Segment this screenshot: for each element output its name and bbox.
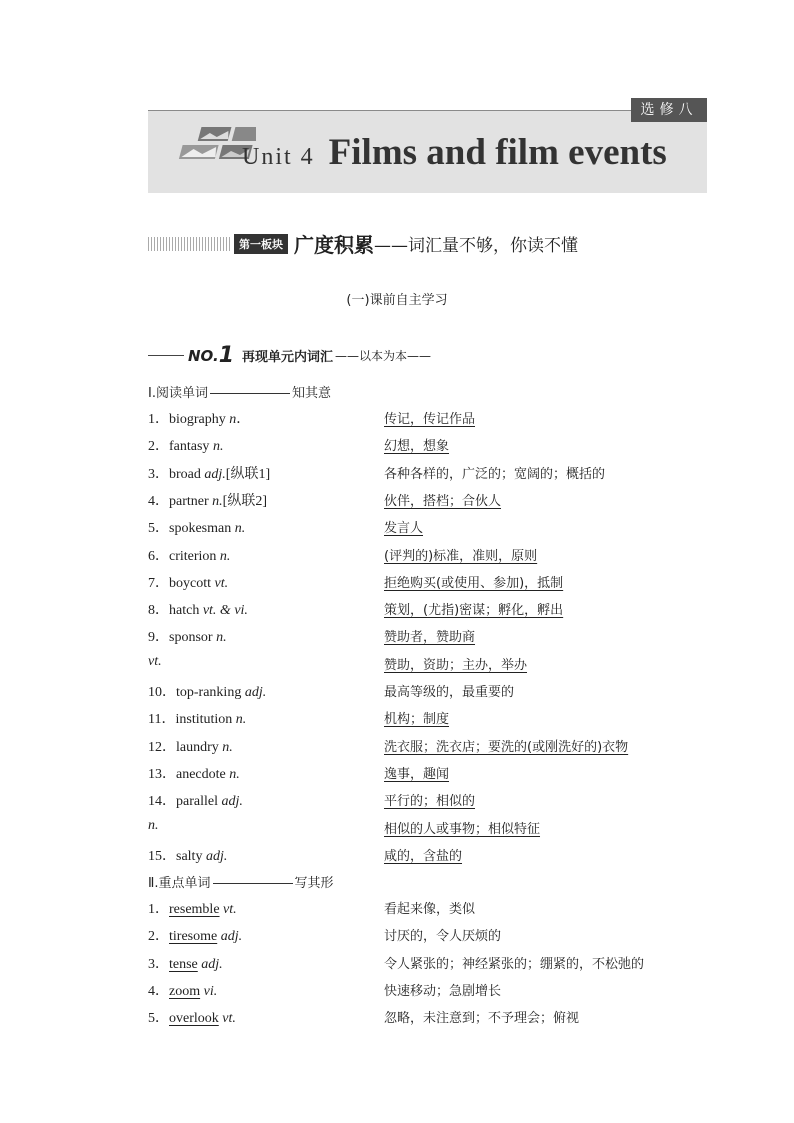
vocab-number: 3． [148,466,169,482]
unit-name: Films and film events [328,132,667,173]
vocab-meaning: 赞助，资助；主办，举办 [384,657,528,673]
vocab-row [148,708,708,735]
part2-label: Ⅱ.重点单词 [148,876,211,891]
vocab-meaning: 赞助者，赞助商 [384,630,476,646]
vocab-pos: n. [235,712,247,728]
vocab-word: institution [175,712,233,728]
vocab-meaning: 伙伴，搭档；合伙人 [384,493,502,509]
section-header [148,229,578,257]
key-pos: adj. [201,956,223,972]
vocab-word: parallel [176,794,218,810]
section-title: 广度积累 [294,233,374,257]
left-rule [148,355,184,356]
key-number: 1． [148,902,169,917]
vocab-meaning: 策划，(尤指)密谋；孵化，孵出 [384,603,564,619]
key-word: overlook [169,1011,219,1027]
part2-tail: 写其形 [294,876,334,891]
vocab-meaning: 机构；制度 [384,712,450,728]
vocab-word-cell [148,490,267,510]
vocab-meaning: 洗衣服；洗衣店；要洗的(或刚洗好的)衣物 [384,739,629,755]
vocab-pos: adj. [205,848,228,864]
key-pos: vi. [203,983,218,999]
vocab-pos: vt. [148,653,162,669]
vocab-word-cell [148,545,230,565]
vocab-meaning: (评判的)标准，准则，原则 [384,548,538,564]
vocab-word: hatch [169,603,200,619]
vocab-word: spokesman [169,521,232,537]
key-number: 3． [148,956,169,972]
vocab-meaning: 传记，传记作品 [384,412,476,427]
vocab-row [148,681,708,708]
vocab-word-cell [148,435,223,455]
no-title: 再现单元内词汇 [242,350,334,365]
vocab-word: top-ranking [176,685,242,700]
key-word: resemble [169,902,220,917]
key-word: tense [169,956,198,972]
vocab-row [148,626,708,653]
no1-heading [148,343,431,367]
part2-heading [148,872,334,891]
vocab-word-cell [148,408,250,428]
vocab-number: 5． [148,521,169,537]
vocab-row [148,435,708,462]
vocab-word: partner [169,493,209,509]
vocab-number: 2． [148,439,169,455]
key-pos: vt. [222,1011,236,1027]
vocab-word: broad [169,466,201,482]
key-row [148,953,708,980]
vocab-meaning: 咸的，含盐的 [384,848,463,864]
key-word: tiresome [169,929,218,945]
key-word-cell [148,925,242,945]
part1-heading [148,382,331,401]
unit-number: Unit 4 [242,144,315,170]
vocab-number: 11． [148,712,176,728]
vocab-meaning: 拒绝购买(或使用、参加)，抵制 [384,575,564,591]
key-word-cell [148,953,223,973]
vocab-pos: n. [234,521,246,537]
no-prefix: NO. [188,346,219,365]
vocab-number: 13． [148,766,176,782]
vocab-row [148,818,708,845]
vocab-word: fantasy [169,439,210,455]
part1-label: Ⅰ.阅读单词 [148,386,208,401]
vocab-word: criterion [169,548,217,564]
vocab-pos: n. [148,817,159,833]
vocab-pos: n [229,412,237,427]
key-word-cell [148,980,217,1000]
vocab-meaning: 发言人 [384,521,424,537]
vocab-word-cell [148,736,233,756]
key-word-cell [148,1007,236,1027]
vocab-number: 4． [148,493,169,509]
vocab-pos: n. [212,439,224,455]
vocab-row [148,763,708,790]
vocab-word: laundry [176,739,219,755]
vocab-extra: [纵联2] [222,493,267,509]
vocab-meaning: 最高等级的，最重要的 [384,685,515,700]
vocab-extra: ． [236,412,251,427]
key-pos: adj. [220,929,243,945]
vocab-word-cell [148,654,162,670]
vocab-word-cell [148,599,248,619]
part1-tail: 知其意 [291,386,331,401]
key-meaning: 讨厌的，令人厌烦的 [384,929,502,945]
vocab-pos: vt. & vi. [202,603,248,619]
key-pos: vt. [223,902,237,917]
key-row [148,980,708,1007]
section-badge: 第一板块 [234,234,288,254]
vocab-meaning: 平行的；相似的 [384,794,476,810]
vocab-number: 15． [148,848,176,864]
vocab-pos: adj. [221,794,243,810]
no-subtitle: ——以本为本—— [335,349,432,363]
vocab-number: 7． [148,575,169,591]
no-number: 1 [218,343,234,368]
vocab-word-cell [148,517,245,537]
vocab-word-cell [148,790,243,810]
key-row [148,925,708,952]
vocab-pos: adj. [204,466,226,482]
key-row [148,1007,708,1034]
vocab-word-cell [148,818,159,834]
vocab-word: boycott [169,575,211,591]
vocab-row [148,572,708,599]
key-meaning: 忽略，未注意到；不予理会；俯视 [384,1011,580,1027]
vocab-pos: n. [222,739,233,755]
unit-banner [148,102,707,193]
vocab-row [148,545,708,572]
vocab-meaning: 相似的人或事物；相似特征 [384,821,541,837]
vocab-row [148,654,708,681]
key-word-cell [148,898,237,918]
vocab-row [148,845,708,872]
vocab-number: 10． [148,685,176,700]
vocab-meaning: 各种各样的，广泛的；宽阔的；概括的 [384,466,606,482]
vocab-extra: [纵联1] [225,466,271,482]
vocab-row [148,490,708,517]
key-number: 5． [148,1011,169,1027]
vocab-row [148,517,708,544]
section-subtitle: ——词汇量不够，你读不懂 [374,236,578,256]
vocab-word: sponsor [169,630,213,646]
vocab-pos: n. [212,493,223,509]
vocab-word-cell [148,708,246,728]
vocab-number: 12． [148,739,176,755]
vocab-number: 6． [148,548,169,564]
vocab-word-cell [148,572,228,592]
vocab-meaning: 幻想，想象 [384,439,450,455]
vocab-word: salty [176,848,203,864]
vocab-pos: vt. [214,575,229,591]
vocab-pos: n. [229,766,240,782]
vocab-row [148,736,708,763]
vocab-word-cell [148,626,227,646]
vocab-number: 14． [148,794,176,810]
key-meaning: 快速移动；急剧增长 [384,983,502,999]
vocab-meaning: 逸事，趣闻 [384,766,450,782]
vocab-word-cell [148,763,240,783]
vocab-row [148,599,708,626]
vocab-word-cell [148,463,270,483]
vocab-row [148,463,708,490]
hatch-decoration [148,237,232,251]
key-number: 4． [148,983,169,999]
vocab-number: 1． [148,412,169,427]
vocab-number: 8． [148,603,169,619]
unit-title [242,131,667,174]
key-meaning: 看起来像，类似 [384,902,476,917]
key-row [148,898,708,925]
key-number: 2． [148,929,169,945]
vocab-word: anecdote [176,766,226,782]
vocab-word-cell [148,681,266,701]
vocab-row [148,790,708,817]
key-word: zoom [169,983,201,999]
vocab-word: biography [169,412,226,427]
vocab-pos: adj. [244,685,267,700]
key-meaning: 令人紧张的；神经紧张的；绷紧的，不松弛的 [384,956,645,972]
sub-heading: (一)课前自主学习 [346,293,448,308]
vocab-number: 9． [148,630,169,646]
vocab-word-cell [148,845,227,865]
vocab-pos: n. [216,630,227,646]
book-tag: 选修八 [631,98,707,122]
vocab-pos: n. [219,548,231,564]
vocab-row [148,408,708,435]
